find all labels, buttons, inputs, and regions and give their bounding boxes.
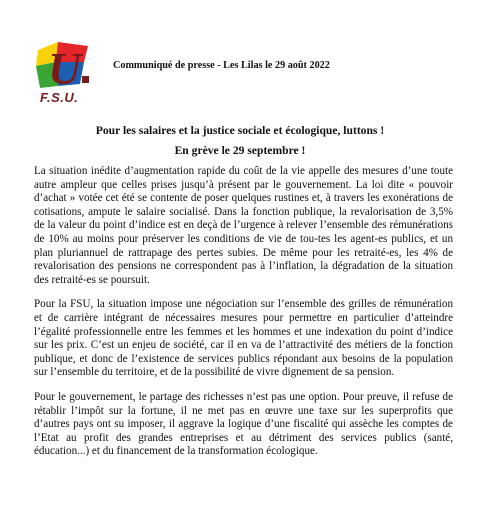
logo-text: F.S.U.: [40, 90, 79, 105]
document-body: [34, 165, 453, 470]
logo-letter: U: [48, 43, 82, 92]
document-title: Pour les salaires et la justice sociale et écologique, luttons !: [95, 124, 385, 137]
fsu-logo-icon: [34, 42, 100, 92]
paragraph-3: Pour le gouvernement, le partage des richesses n’est pas une option. Pour preuve, il refuse de rétablir l’impôt sur la fortune, il ne met pas en œuvre une taxe sur les superprofits que d’autres pays ont su imposer, il aggrave la logique d’une fiscalité qui assèche les comptes de l’Etat au profit des grandes entreprises et au détriment des services publics (santé, éducation...) et du financement de la transformation écologique.: [34, 390, 453, 458]
press-release-dateline: Communiqué de presse - Les Lilas le 29 août 2022: [113, 60, 330, 71]
paragraph-2: Pour la FSU, la situation impose une négociation sur l’ensemble des grilles de rémunération et de carrière intégrant de nécessaires mesures pour permettre en particulier d’atteindre l’égalité professionnelle entre les femmes et les hommes et une indexation du point d’indice sur les prix. C’est un enjeu de société, car il en va de l’attractivité des métiers de la fonction publique, et donc de l’existence de services publics répondant aux besoins de la population sur l’ensemble du territoire, et de la possibilité de vivre dignement de sa pension.: [34, 298, 453, 379]
paragraph-1: La situation inédite d’augmentation rapide du coût de la vie appelle des mesures d’une toute autre ampleur que celles prises jusqu’à présent par le gouvernement. La loi dite « pouvoir d’achat » votée cet été se contente de poser quelques rustines et, à travers les exonérations de cotisations, ampute le salaire socialisé. Dans la fonction publique, la revalorisation de 3,5% de la valeur du point d’indice est en deçà de l’urgence à relever l’ensemble des rémunérations de 10% au moins pour préserver les conditions de vie de tou-tes les agent-es publics, et un plan pluriannuel de rattrapage des pertes subies. De même pour les retraité-es, les 4% de revalorisation des pensions ne correspondent pas à l’inflation, la dégradation de la situation des retraité-es se poursuit.: [34, 165, 453, 286]
document-subtitle: En grève le 29 septembre !: [174, 144, 306, 157]
